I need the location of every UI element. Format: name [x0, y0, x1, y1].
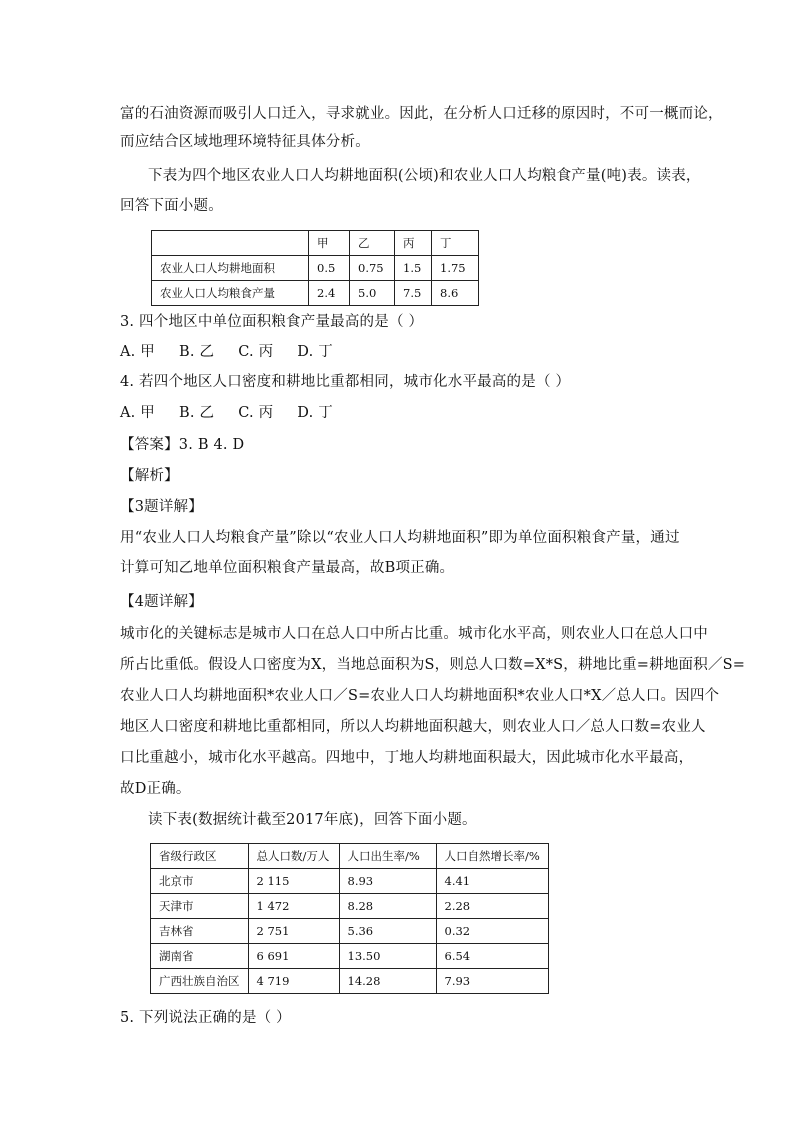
table-cell — [152, 231, 309, 256]
detail-4-line: 地区人口密度和耕地比重都相同，所以人均耕地面积越大，则农业人口／总人口数=农业人 — [120, 719, 706, 735]
table-cell: 总人口数/万人 — [248, 844, 339, 869]
table-cell: 7.93 — [436, 969, 548, 994]
table-cell: 14.28 — [339, 969, 436, 994]
question-4-stem: 4. 若四个地区人口密度和耕地比重都相同，城市化水平最高的是（ ） — [120, 374, 571, 390]
table-cell: 1.75 — [432, 256, 479, 281]
table-cell: 北京市 — [151, 869, 249, 894]
table-row — [151, 969, 549, 994]
table-cell: 省级行政区 — [151, 844, 249, 869]
table-header-row — [151, 844, 549, 869]
detail-4-line: 口比重越小，城市化水平越高。四地中，丁地人均耕地面积最大，因此城市化水平最高， — [120, 750, 694, 766]
detail-4-title: 【4题详解】 — [120, 594, 203, 610]
table-cell: 甲 — [309, 231, 350, 256]
table-cell: 5.36 — [339, 919, 436, 944]
option-a: A. 甲 — [120, 344, 155, 360]
detail-3-title: 【3题详解】 — [120, 499, 203, 515]
option-d: D. 丁 — [297, 344, 333, 360]
question-5-stem: 5. 下列说法正确的是（ ） — [120, 1010, 291, 1026]
table-cell: 广西壮族自治区 — [151, 969, 249, 994]
table-cell: 7.5 — [395, 281, 432, 306]
table-cell: 1.5 — [395, 256, 432, 281]
table-row — [151, 869, 549, 894]
table-cell: 吉林省 — [151, 919, 249, 944]
table-row — [152, 281, 479, 306]
paragraph-line: 下表为四个地区农业人口人均耕地面积(公顷)和农业人口人均粮食产量(吨)表。读表， — [148, 168, 701, 184]
table-cell: 8.6 — [432, 281, 479, 306]
paragraph-line: 回答下面小题。 — [120, 198, 223, 214]
paragraph-line: 读下表(数据统计截至2017年底)，回答下面小题。 — [148, 812, 477, 828]
table-cell: 6.54 — [436, 944, 548, 969]
table-cell: 2.4 — [309, 281, 350, 306]
option-d: D. 丁 — [297, 405, 333, 421]
detail-4-line: 城市化的关键标志是城市人口在总人口中所占比重。城市化水平高，则农业人口在总人口中 — [120, 626, 708, 642]
table-cell: 丙 — [395, 231, 432, 256]
table-cell: 4 719 — [248, 969, 339, 994]
detail-3-line: 计算可知乙地单位面积粮食产量最高，故B项正确。 — [120, 560, 455, 576]
table-cell: 农业人口人均粮食产量 — [152, 281, 309, 306]
analysis-title: 【解析】 — [120, 468, 179, 484]
table-cell: 5.0 — [350, 281, 395, 306]
detail-4-line: 农业人口人均耕地面积*农业人口／S=农业人口人均耕地面积*农业人口*X／总人口。因四个 — [120, 688, 720, 704]
table-cell: 0.32 — [436, 919, 548, 944]
option-a: A. 甲 — [120, 405, 155, 421]
question-3-stem: 3. 四个地区中单位面积粮食产量最高的是（ ） — [120, 314, 424, 330]
option-b: B. 乙 — [179, 344, 215, 360]
table-cell: 湖南省 — [151, 944, 249, 969]
option-c: C. 丙 — [238, 405, 274, 421]
table-cell: 乙 — [350, 231, 395, 256]
detail-4-line: 所占比重低。假设人口密度为X，当地总面积为S，则总人口数=X*S，耕地比重=耕地面积／S= — [120, 657, 746, 673]
table-row — [151, 944, 549, 969]
paragraph-line: 而应结合区域地理环境特征具体分析。 — [120, 134, 370, 150]
option-b: B. 乙 — [179, 405, 215, 421]
table-cell: 0.75 — [350, 256, 395, 281]
detail-3-line: 用“农业人口人均粮食产量”除以“农业人口人均耕地面积”即为单位面积粮食产量，通过 — [120, 530, 680, 546]
table-cell: 丁 — [432, 231, 479, 256]
question-4-options — [120, 403, 680, 423]
table-row — [151, 919, 549, 944]
table-cell: 2 751 — [248, 919, 339, 944]
table-cell: 8.93 — [339, 869, 436, 894]
detail-4-line: 故D正确。 — [120, 781, 191, 797]
table-cell: 4.41 — [436, 869, 548, 894]
table-cell: 2 115 — [248, 869, 339, 894]
option-c: C. 丙 — [238, 344, 274, 360]
table-row — [152, 256, 479, 281]
table-cell: 2.28 — [436, 894, 548, 919]
table-cell: 13.50 — [339, 944, 436, 969]
paragraph-line: 富的石油资源而吸引人口迁入，寻求就业。因此，在分析人口迁移的原因时，不可一概而论， — [120, 106, 723, 122]
table-cell: 农业人口人均耕地面积 — [152, 256, 309, 281]
table-cell: 天津市 — [151, 894, 249, 919]
answer-line: 【答案】3. B 4. D — [120, 437, 245, 453]
table-cell: 人口自然增长率/% — [436, 844, 548, 869]
table-cell: 人口出生率/% — [339, 844, 436, 869]
table-row — [151, 894, 549, 919]
table-cell: 0.5 — [309, 256, 350, 281]
table-cell: 1 472 — [248, 894, 339, 919]
per-capita-table — [151, 230, 479, 306]
table-cell: 6 691 — [248, 944, 339, 969]
table-header-row — [152, 231, 479, 256]
question-3-options — [120, 342, 680, 362]
population-table — [150, 843, 549, 994]
table-cell: 8.28 — [339, 894, 436, 919]
